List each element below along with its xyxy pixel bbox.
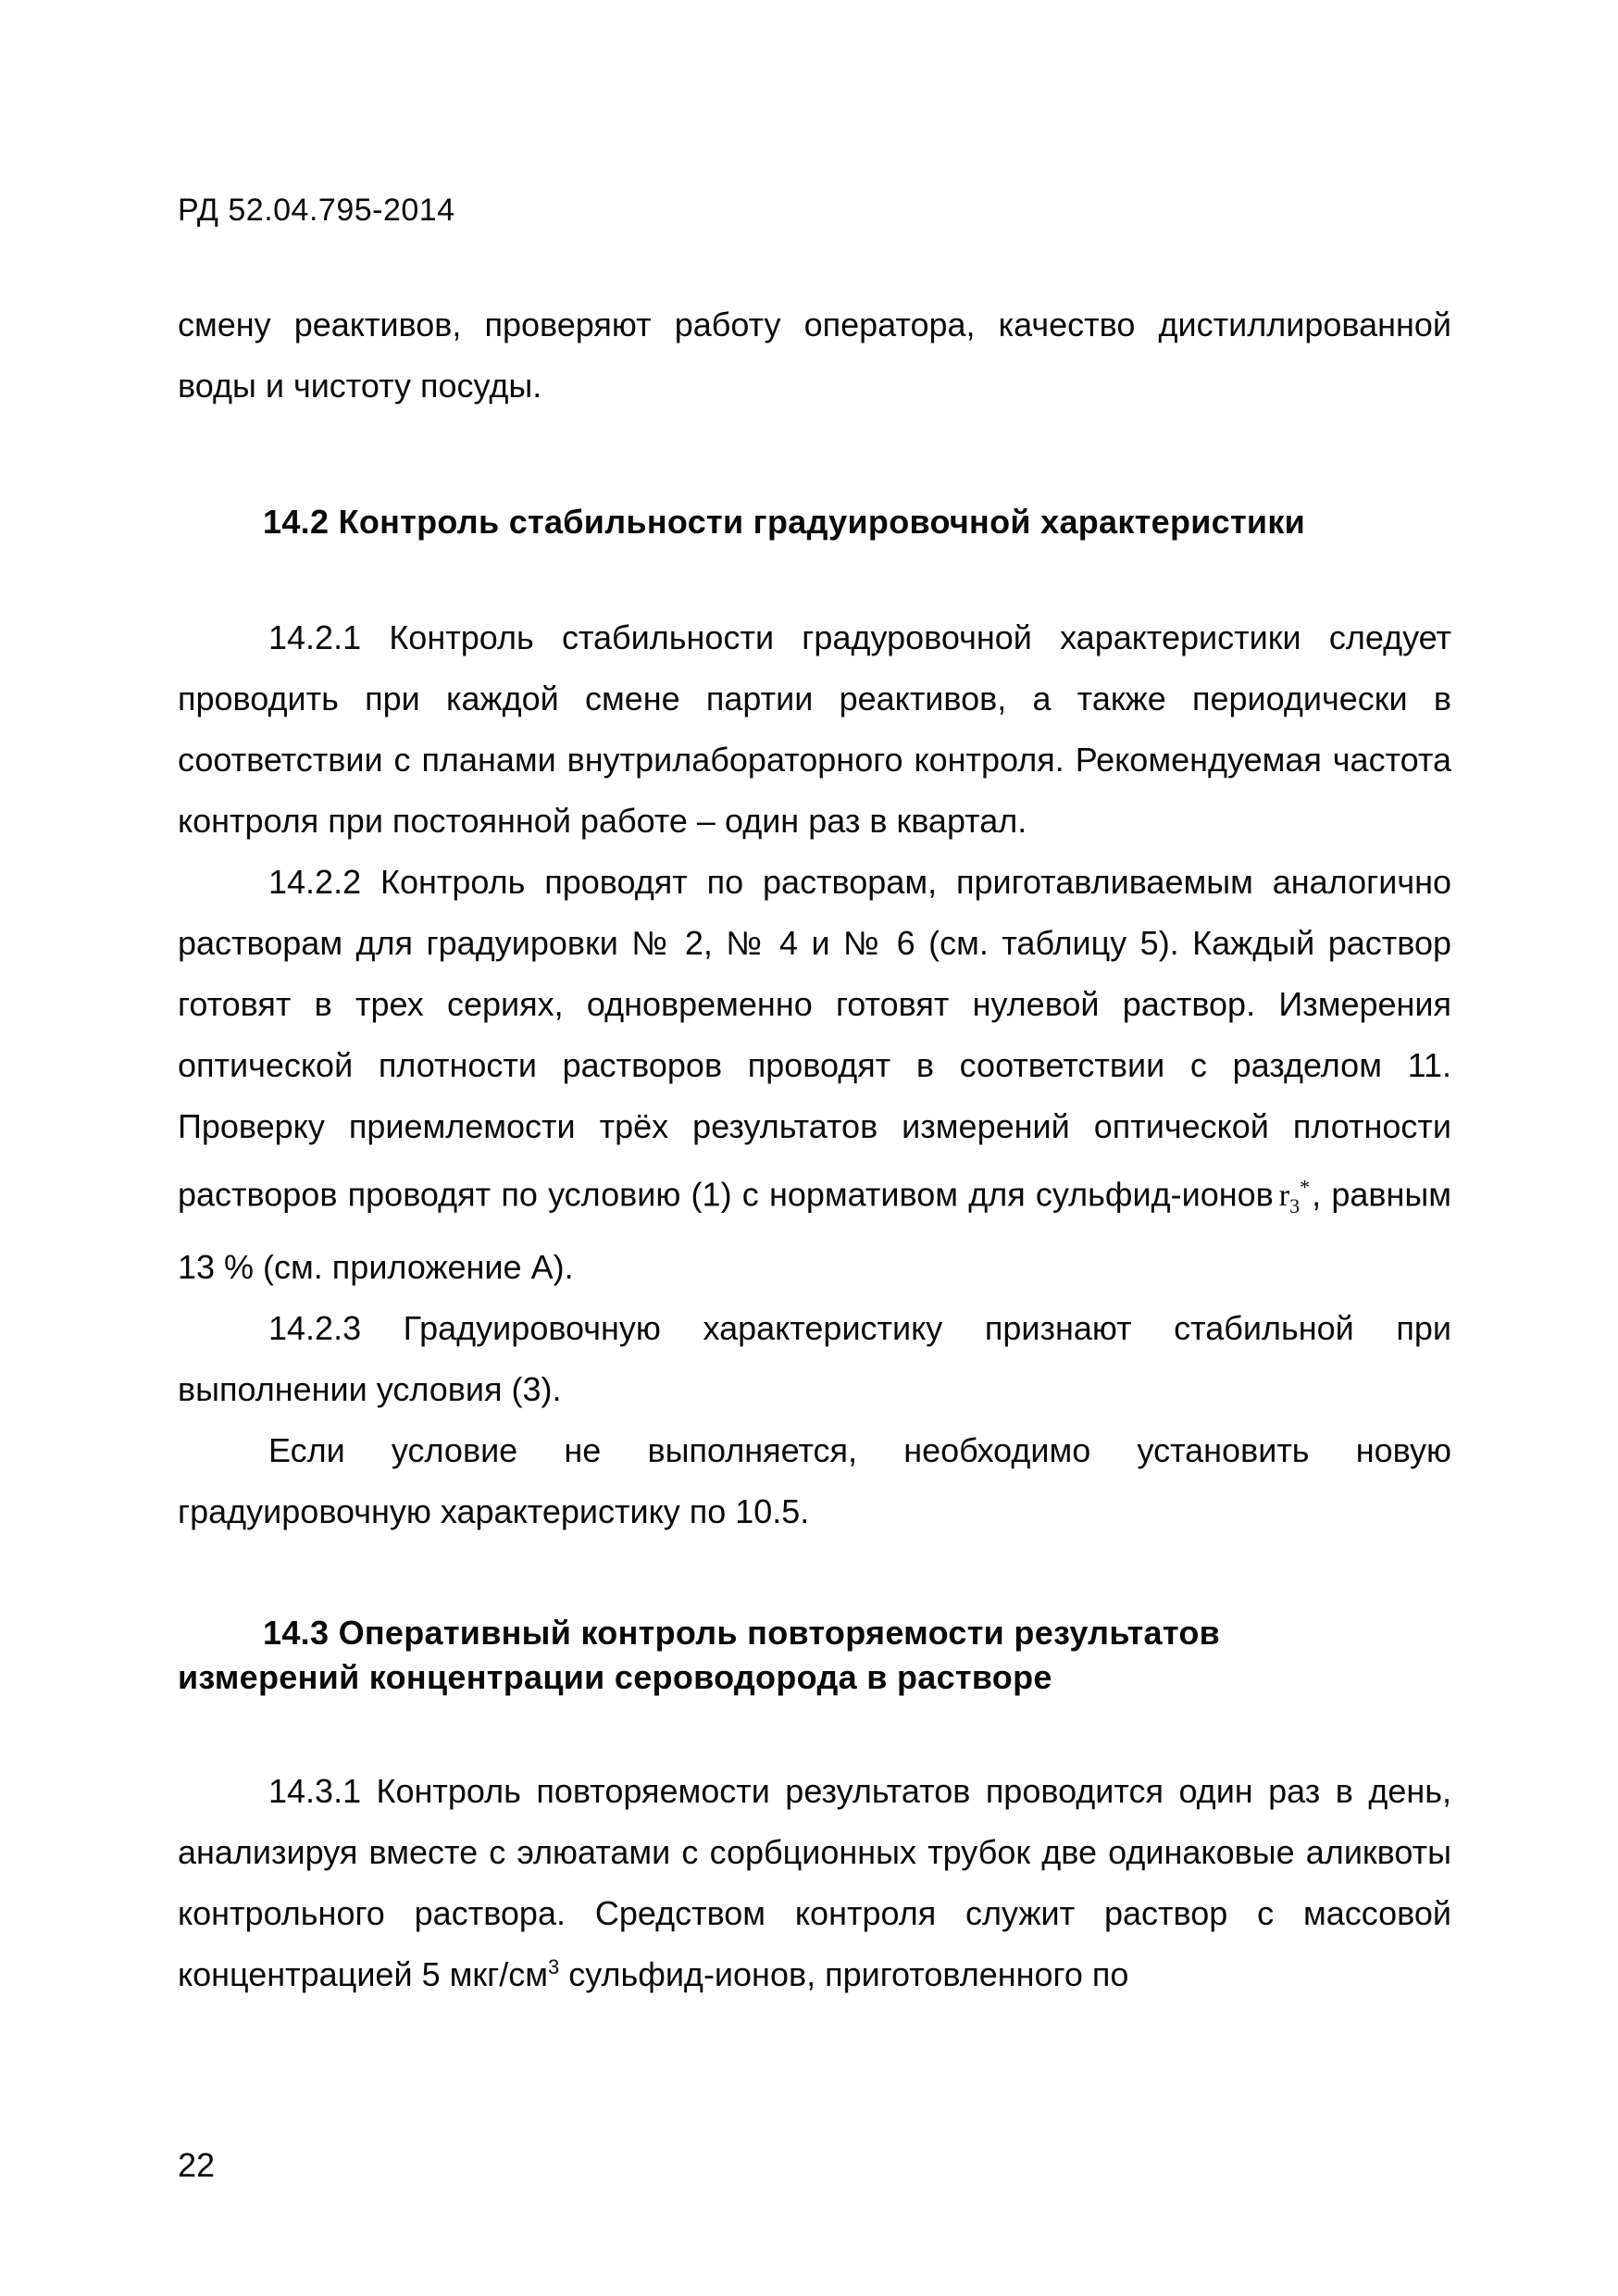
section-14-3-heading-line2: измерений концентрации сероводорода в растворе: [178, 1658, 1052, 1696]
paragraph-14-2-2-text: 14.2.2 Контроль проводят по растворам, приготавливаемым аналогично растворам для градуировки № 2, № 4 и № 6 (см. таблицу 5). Каждый раствор готовят в трех сериях, одновременно готовят нулевой раствор. Измерения оптической плотности растворов проводят в соответствии с разделом 11. Проверку приемлемости трёх результатов измерений оптической плотности растворов проводят по условию (1) с нормативом для сульфид-ионов: [178, 863, 1451, 1214]
rsd-standard-symbol: $r_3^*$: [1278, 1176, 1311, 1218]
paragraph-14-2-1: 14.2.1 Контроль стабильности градуровочной характеристики следует проводить при каждой смене партии реактивов, а также периодически в соответствии с планами внутрилабораторного контроля. Рекомендуемая частота контроля при постоянной работе – один раз в квартал.: [178, 618, 1451, 840]
page-number: 22: [178, 2146, 216, 2184]
paragraph-14-2-3-note: Если условие не выполняется, необходимо установить новую градуировочную характеристику по 10.5.: [178, 1431, 1451, 1531]
section-14-3-heading-line1: 14.3 Оперативный контроль повторяемости результатов: [263, 1614, 1221, 1652]
unit-superscript: 3: [547, 1955, 560, 1978]
document-code: РД 52.04.795-2014: [178, 193, 455, 228]
intro-paragraph: [178, 294, 1451, 417]
paragraph-14-2-2-tail: , равным 13 % (см. приложение А).: [178, 1175, 1452, 1287]
intro-text: смену реактивов, проверяют работу оператора, качество дистиллированной воды и чистоту посуды.: [178, 306, 1451, 405]
section-14-3-heading: [178, 1611, 1451, 1700]
section-14-2-body: [178, 607, 1451, 1542]
paragraph-14-2-2: [178, 852, 1451, 1298]
section-14-2-heading: 14.2 Контроль стабильности градуировочной характеристики: [263, 503, 1306, 541]
paragraph-14-3-1-tail: сульфид-ионов, приготовленного по: [559, 1955, 1129, 1993]
paragraph-14-2-3: 14.2.3 Градуировочную характеристику признают стабильной при выполнении условия (3).: [178, 1309, 1451, 1409]
section-14-3-body: [178, 1761, 1451, 2005]
paragraph-14-3-1: [178, 1761, 1451, 2005]
paragraph-14-3-1-text: 14.3.1 Контроль повторяемости результатов проводится один раз в день, анализируя вместе с элюатами с сорбционных трубок две одинаковые аликвоты контрольного раствора. Средством контроля служит раствор с массовой концентрацией 5 мкг/см: [178, 1772, 1451, 1993]
